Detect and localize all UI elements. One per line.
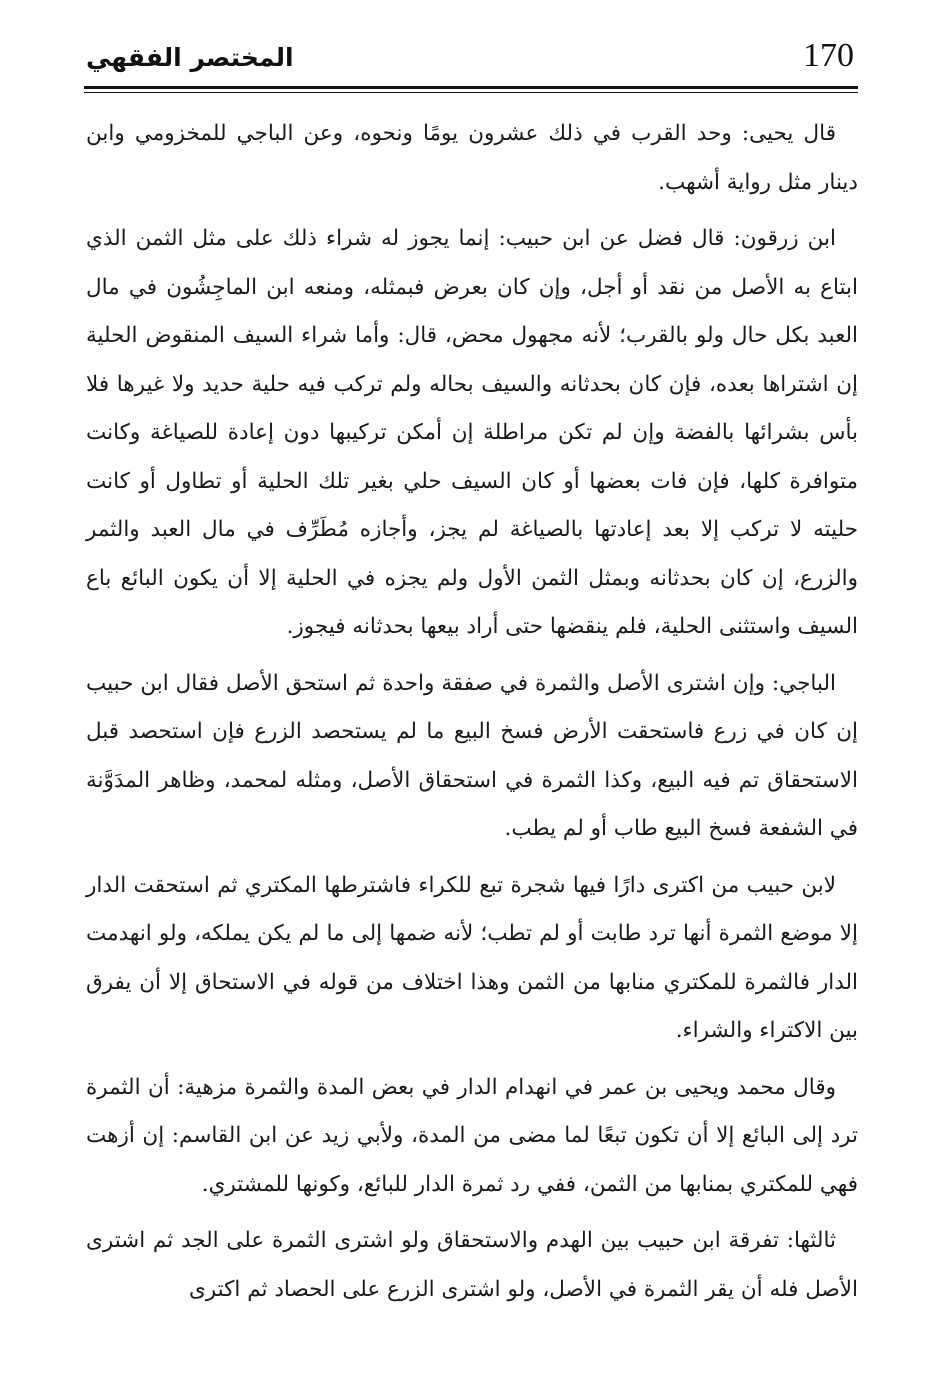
header-rule-thick <box>84 86 858 89</box>
paragraph: وقال محمد ويحيى بن عمر في انهدام الدار في بعض المدة والثمرة مزهية: أن الثمرة ترد إلى البائع إلا أن تكون تبعًا لما مضى من المدة، ولأبي زيد عن ابن القاسم: إن أزهت فهي للمكتري بمنابها من الثمن، ففي رد ثمرة الدار للبائع، وكونها للمشتري. <box>86 1074 858 1197</box>
body-text <box>86 110 858 1322</box>
page-header <box>84 28 858 84</box>
paragraph: ثالثها: تفرقة ابن حبيب بين الهدم والاستحقاق ولو اشترى الثمرة على الجد ثم اشترى الأصل فله أن يقر الثمرة في الأصل، ولو اشترى الزرع على الحصاد ثم اكترى <box>86 1228 858 1302</box>
running-title: المختصر الفقهي <box>86 43 294 72</box>
paragraph: الباجي: وإن اشترى الأصل والثمرة في صفقة واحدة ثم استحق الأصل فقال ابن حبيب إن كان في زرع فاستحقت الأرض فسخ البيع ما لم يستحصد الزرع فإن استحصد قبل الاستحقاق تم فيه البيع، وكذا الثمرة في استحقاق الأصل، ومثله لمحمد، وظاهر المدَوَّنة في الشفعة فسخ البيع طاب أو لم يطب. <box>86 670 858 841</box>
paragraph: لابن حبيب من اكترى دارًا فيها شجرة تبع للكراء فاشترطها المكتري ثم استحقت الدار إلا موضع الثمرة أنها ترد طابت أو لم تطب؛ لأنه ضمها إلى ما لم يكن يملكه، ولو انهدمت الدار فالثمرة للمكتري منابها من الثمن وهذا اختلاف من قوله في الاستحاق إلا أن يفرق بين الاكتراء والشراء. <box>86 872 858 1043</box>
header-rule-thin <box>84 92 858 93</box>
page-number: 170 <box>803 37 854 74</box>
paragraph: قال يحيى: وحد القرب في ذلك عشرون يومًا ونحوه، وعن الباجي للمخزومي وابن دينار مثل رواية أشهب. <box>86 121 858 195</box>
paragraph: ابن زرقون: قال فضل عن ابن حبيب: إنما يجوز له شراء ذلك على مثل الثمن الذي ابتاع به الأصل من نقد أو أجل، وإن كان بعرض فبمثله، ومنعه ابن الماجِشُون في مال العبد بكل حال ولو بالقرب؛ لأنه مجهول محض، قال: وأما شراء السيف المنقوض الحلية إن اشتراها بعده، فإن كان بحدثانه والسيف بحاله ولم تركب فيه حلية حديد ولا غيرها فلا بأس بشرائها بالفضة وإن لم تكن مراطلة إن أمكن تركيبها دون إعادة للصياغة وكانت متوافرة كلها، فإن فات بعضها أو كان السيف حلي بغير تلك الحلية أو تطاول أو كانت حليته لا تركب إلا بعد إعادتها بالصياغة لم يجز، وأجازه مُطَرِّف في مال العبد والثمر والزرع، إن كان بحدثانه وبمثل الثمن الأول ولم يجزه في الحلية إلا أن يكون البائع باع السيف واستثنى الحلية، فلم ينقضها حتى أراد بيعها بحدثانه فيجوز. <box>86 226 858 639</box>
